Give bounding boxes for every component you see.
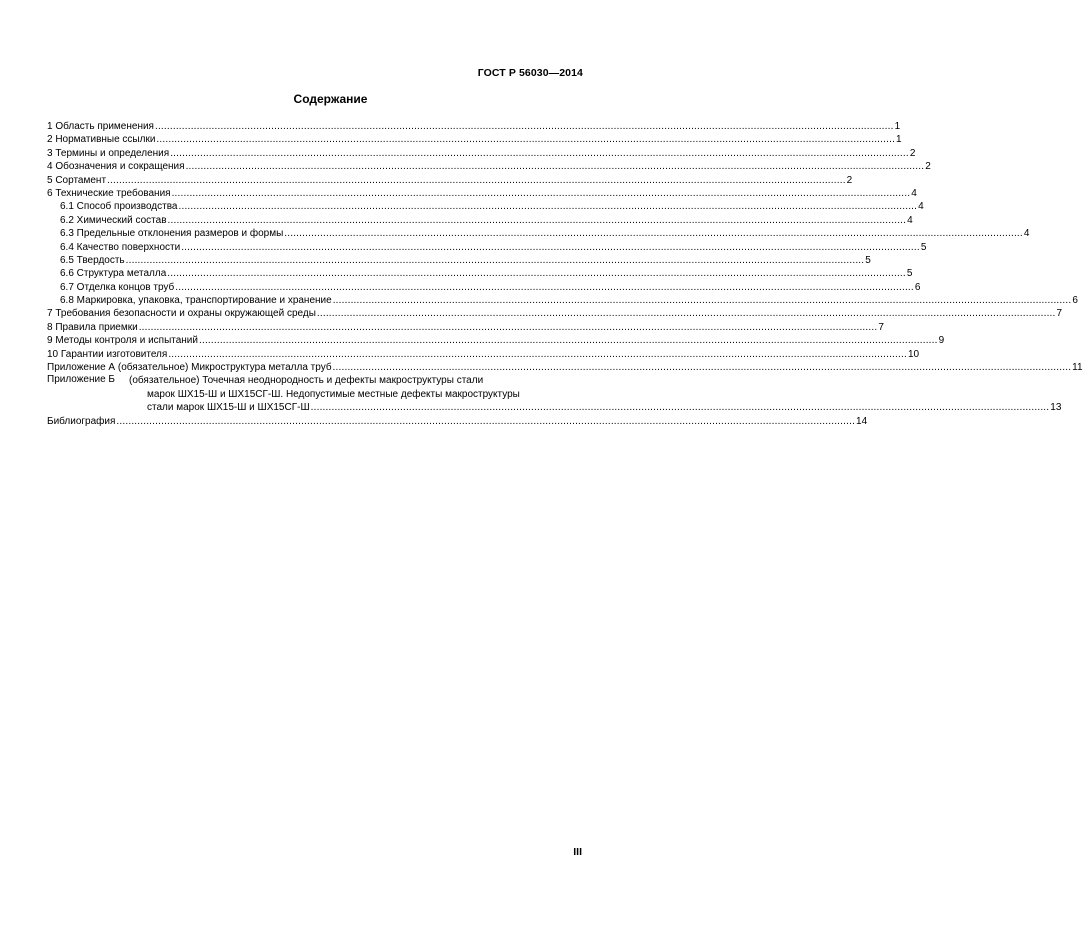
toc-entry: [47, 281, 921, 294]
toc-entry-label: 10 Гарантии изготовителя: [47, 348, 168, 360]
toc-entry-label: 6.7 Отделка концов труб: [60, 281, 175, 293]
leader-dots: [181, 241, 920, 254]
toc-entry: [47, 214, 913, 227]
appendix-b-page: 13: [1050, 402, 1062, 414]
toc-entry: [47, 227, 1030, 240]
leader-dots: [284, 227, 1023, 240]
toc-entry: [47, 160, 931, 173]
toc-entry-page: 4: [918, 201, 924, 213]
toc-entry: [47, 120, 901, 133]
toc-entry-page: 7: [878, 321, 884, 333]
toc-entry: [47, 361, 1083, 374]
leader-dots: [175, 281, 914, 294]
toc-entry-page: 4: [1023, 228, 1030, 240]
toc-entry-label: Приложение А (обязательное) Микроструктура металла труб: [47, 362, 332, 374]
toc-entry-page: 7: [1056, 308, 1063, 320]
toc-entry-label: 5 Сортамент: [47, 174, 107, 186]
toc-entry: [47, 321, 884, 334]
toc-entry: [47, 267, 913, 280]
document-code: ГОСТ Р 56030—2014: [477, 67, 583, 79]
toc-entry-label: 1 Область применения: [47, 121, 154, 132]
toc-entry-label: 7 Требования безопасности и охраны окружающей среды: [47, 308, 316, 320]
leader-dots: [156, 133, 895, 146]
leader-dots: [179, 200, 918, 213]
toc-entry-page: 1: [896, 134, 902, 146]
leader-dots: [168, 214, 907, 227]
leader-dots: [172, 187, 911, 200]
toc-entry-bibliography: [47, 415, 868, 428]
leader-dots: [126, 254, 865, 267]
toc-entry-label: 3 Термины и определения: [47, 147, 170, 159]
table-of-contents: [47, 120, 1083, 428]
toc-entry-label: 6.8 Маркировка, упаковка, транспортирование и хранение: [60, 295, 332, 307]
leader-dots: [168, 348, 907, 361]
leader-dots: [199, 334, 938, 347]
toc-entry-page: 4: [911, 187, 917, 199]
toc-entry-appendix-b: [47, 374, 1062, 414]
leader-dots: [311, 401, 1050, 414]
toc-entry-page: 11: [1072, 362, 1083, 374]
toc-entry-label: 9 Методы контроля и испытаний: [47, 335, 198, 347]
toc-entry: [47, 133, 902, 146]
leader-dots: [170, 147, 909, 160]
appendix-b-label: Приложение Б: [47, 374, 115, 386]
leader-dots: [116, 415, 855, 428]
toc-entry: [47, 147, 916, 160]
leader-dots: [139, 321, 878, 334]
leader-dots: [317, 307, 1056, 320]
toc-entry-label: 6.4 Качество поверхности: [60, 241, 181, 253]
leader-dots: [107, 174, 846, 187]
toc-entry: [47, 294, 1078, 307]
toc-entry-page: 5: [920, 241, 927, 253]
toc-entry-label: 6.5 Твердость: [60, 254, 125, 266]
toc-entry: [47, 334, 945, 347]
toc-entry-page: 4: [907, 214, 913, 226]
toc-entry-label: 6 Технические требования: [47, 187, 171, 199]
toc-entry-label: 6.2 Химический состав: [60, 214, 167, 226]
leader-dots: [186, 160, 925, 173]
appendix-b-line-3: [129, 401, 1061, 414]
toc-entry: [47, 241, 927, 254]
appendix-b-line-1: (обязательное) Точечная неоднородность и дефекты макроструктуры стали: [129, 375, 484, 387]
toc-entry: [47, 187, 917, 200]
toc-entry: [47, 348, 920, 361]
toc-entry: [47, 174, 853, 187]
toc-entry: [47, 200, 924, 213]
appendix-b-line-3-text: стали марок ШХ15-Ш и ШХ15СГ-Ш: [147, 402, 310, 414]
toc-title: Содержание: [293, 92, 368, 106]
toc-entry-label: 8 Правила приемки: [47, 321, 138, 333]
toc-entry-label: 2 Нормативные ссылки: [47, 134, 156, 146]
toc-entry: [47, 254, 871, 267]
bibliography-page: 14: [856, 415, 868, 427]
toc-entry-page: 6: [914, 281, 921, 293]
toc-entry-page: 2: [846, 174, 853, 186]
leader-dots: [167, 267, 906, 280]
toc-entry-page: 9: [938, 335, 945, 347]
toc-entry-page: 10: [907, 348, 920, 360]
toc-entry-label: 6.1 Способ производства: [60, 201, 178, 213]
appendix-b-line-2: марок ШХ15-Ш и ШХ15СГ-Ш. Недопустимые местные дефекты макроструктуры: [147, 388, 520, 400]
toc-entry-page: 2: [909, 147, 916, 159]
page-number: III: [573, 846, 582, 858]
toc-entry-label: 4 Обозначения и сокращения: [47, 161, 185, 173]
toc-entry-page: 5: [906, 268, 913, 280]
toc-entry-label: 6.3 Предельные отклонения размеров и формы: [60, 228, 284, 240]
toc-entry-page: 1: [894, 121, 901, 132]
toc-entry: [47, 307, 1063, 320]
toc-entry-page: 6: [1072, 295, 1078, 307]
leader-dots: [155, 120, 894, 133]
toc-entry-label: 6.6 Структура металла: [60, 268, 167, 280]
leader-dots: [333, 361, 1072, 374]
leader-dots: [333, 294, 1072, 307]
toc-entry-page: 2: [925, 161, 931, 173]
toc-entry-page: 5: [865, 254, 871, 266]
bibliography-label: Библиография: [47, 415, 116, 427]
